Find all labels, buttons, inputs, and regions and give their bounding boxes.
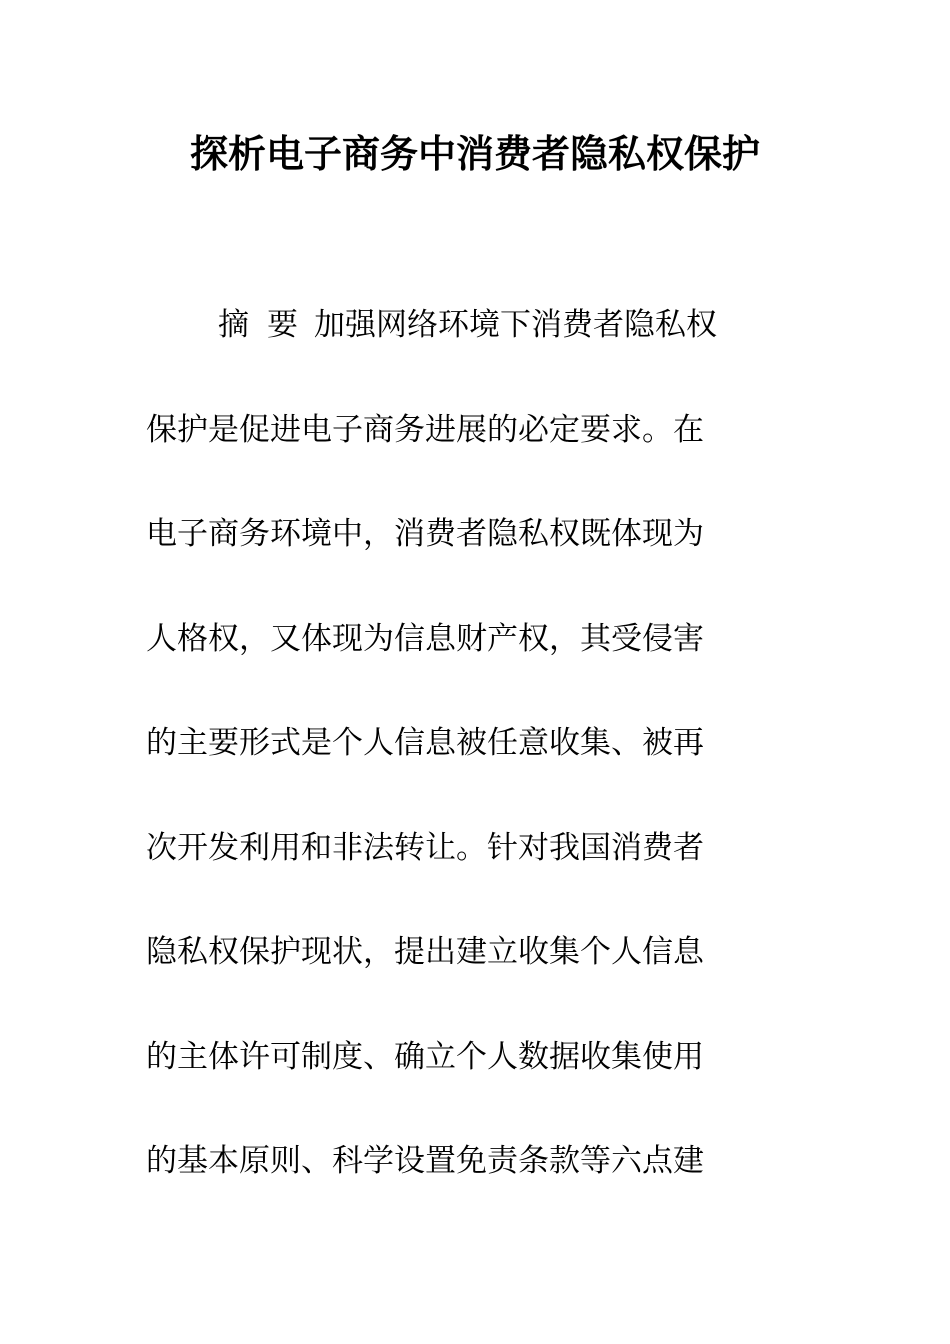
abstract-label-char-1: 摘 [218,307,249,343]
abstract-label-char-2: 要 [267,307,298,343]
abstract-line-7: 隐私权保护现状，提出建立收集个人信息 [146,934,704,970]
abstract-line-3: 电子商务环境中，消费者隐私权既体现为 [146,516,704,552]
abstract-line-1 [146,296,786,401]
abstract-line-5: 的主要形式是个人信息被任意收集、被再 [146,725,704,761]
abstract-line-2: 保护是促进电子商务进展的必定要求。在 [146,411,704,448]
abstract-line-4: 人格权，又体现为信息财产权，其受侵害 [146,620,704,657]
abstract-line-8: 的主体许可制度、确立个人数据收集使用 [146,1038,704,1075]
abstract-first-line-text: 加强网络环境下消费者隐私权 [314,307,717,343]
page-title: 探析电子商务中消费者隐私权保护 [189,131,760,176]
abstract-line-6: 次开发利用和非法转让。针对我国消费者 [146,829,704,866]
abstract-body [146,296,786,1237]
abstract-line-9: 的基本原则、科学设置免责条款等六点建 [146,1143,704,1179]
